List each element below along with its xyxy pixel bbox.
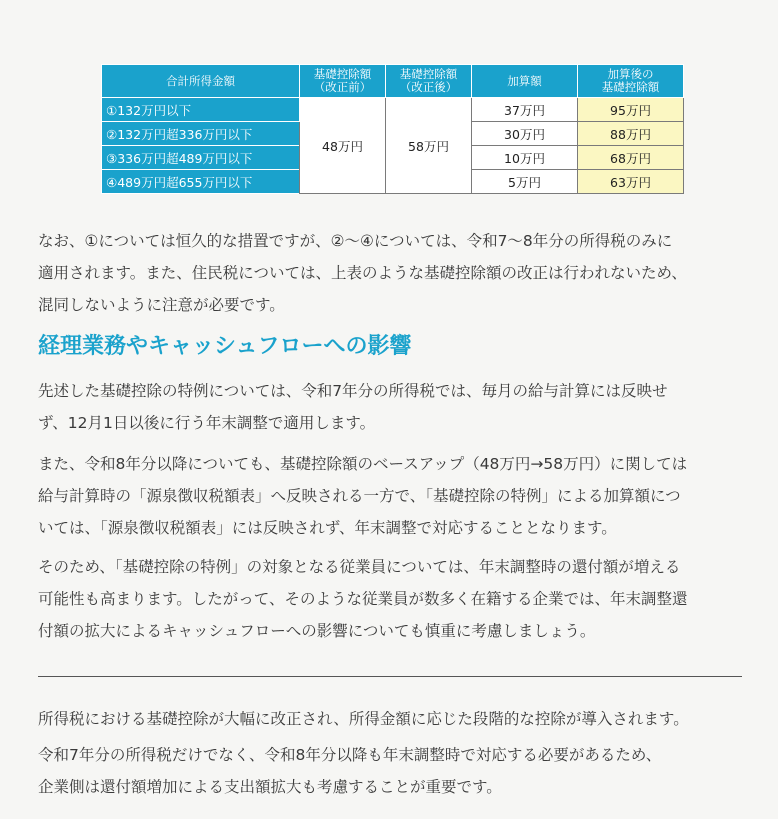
- text-line: 給与計算時の「源泉徴収税額表」へ反映される一方で、「基礎控除の特例」による加算額につ: [38, 487, 681, 505]
- before-value: 48万円: [300, 98, 386, 194]
- add-value: 5万円: [472, 170, 578, 194]
- add-value: 30万円: [472, 122, 578, 146]
- text-line: 企業側は還付額増加による支出額拡大も考慮することが重要です。: [38, 778, 502, 796]
- section-heading: 経理業務やキャッシュフローへの影響: [38, 334, 412, 359]
- after-value: 68万円: [578, 146, 684, 170]
- note-paragraph: [38, 225, 753, 321]
- after-value: 95万円: [578, 98, 684, 122]
- header-add: 加算額: [472, 65, 578, 98]
- header-income: 合計所得金額: [102, 65, 300, 98]
- text-line: 先述した基礎控除の特例については、令和7年分の所得税では、毎月の給与計算には反映せ: [38, 382, 668, 400]
- revised-value: 58万円: [386, 98, 472, 194]
- text-line: 所得税における基礎控除が大幅に改正され、所得金額に応じた段階的な控除が導入されます。: [38, 710, 689, 728]
- text-line: 混同しないように注意が必要です。: [38, 296, 285, 314]
- text-line: そのため、「基礎控除の特例」の対象となる従業員については、年末調整時の還付額が増える: [38, 558, 681, 576]
- table-row: [102, 98, 684, 122]
- after-value: 63万円: [578, 170, 684, 194]
- row-label: ④489万円超655万円以下: [102, 170, 300, 194]
- text-line: ず、12月1日以後に行う年末調整で適用します。: [38, 414, 376, 432]
- text-line: なお、①については恒久的な措置ですが、②～④については、令和7～8年分の所得税のみに: [38, 232, 673, 250]
- paragraph-2: [38, 448, 753, 544]
- header-after: 加算後の 基礎控除額: [578, 65, 684, 98]
- header-before: 基礎控除額 （改正前）: [300, 65, 386, 98]
- add-value: 37万円: [472, 98, 578, 122]
- header-revised: 基礎控除額 （改正後）: [386, 65, 472, 98]
- text-line: 付額の拡大によるキャッシュフローへの影響についても慎重に考慮しましょう。: [38, 622, 596, 640]
- summary-paragraph: [38, 703, 753, 803]
- divider: [38, 676, 742, 677]
- text-line: いては、「源泉徴収税額表」には反映されず、年末調整で対応することとなります。: [38, 519, 617, 537]
- paragraph-3: [38, 551, 753, 647]
- after-value: 88万円: [578, 122, 684, 146]
- paragraph-1: [38, 375, 753, 439]
- text-line: また、令和8年分以降についても、基礎控除額のベースアップ（48万円→58万円）に関しては: [38, 455, 688, 473]
- text-line: 適用されます。また、住民税については、上表のような基礎控除額の改正は行われないため、: [38, 264, 687, 282]
- add-value: 10万円: [472, 146, 578, 170]
- table-header-row: [102, 65, 684, 98]
- text-line: 可能性も高まります。したがって、そのような従業員が数多く在籍する企業では、年末調整還: [38, 590, 688, 608]
- row-label: ③336万円超489万円以下: [102, 146, 300, 170]
- row-label: ②132万円超336万円以下: [102, 122, 300, 146]
- text-line: 令和7年分の所得税だけでなく、令和8年分以降も年末調整時で対応する必要があるため、: [38, 746, 662, 764]
- row-label: ①132万円以下: [102, 98, 300, 122]
- deduction-table: [101, 64, 684, 194]
